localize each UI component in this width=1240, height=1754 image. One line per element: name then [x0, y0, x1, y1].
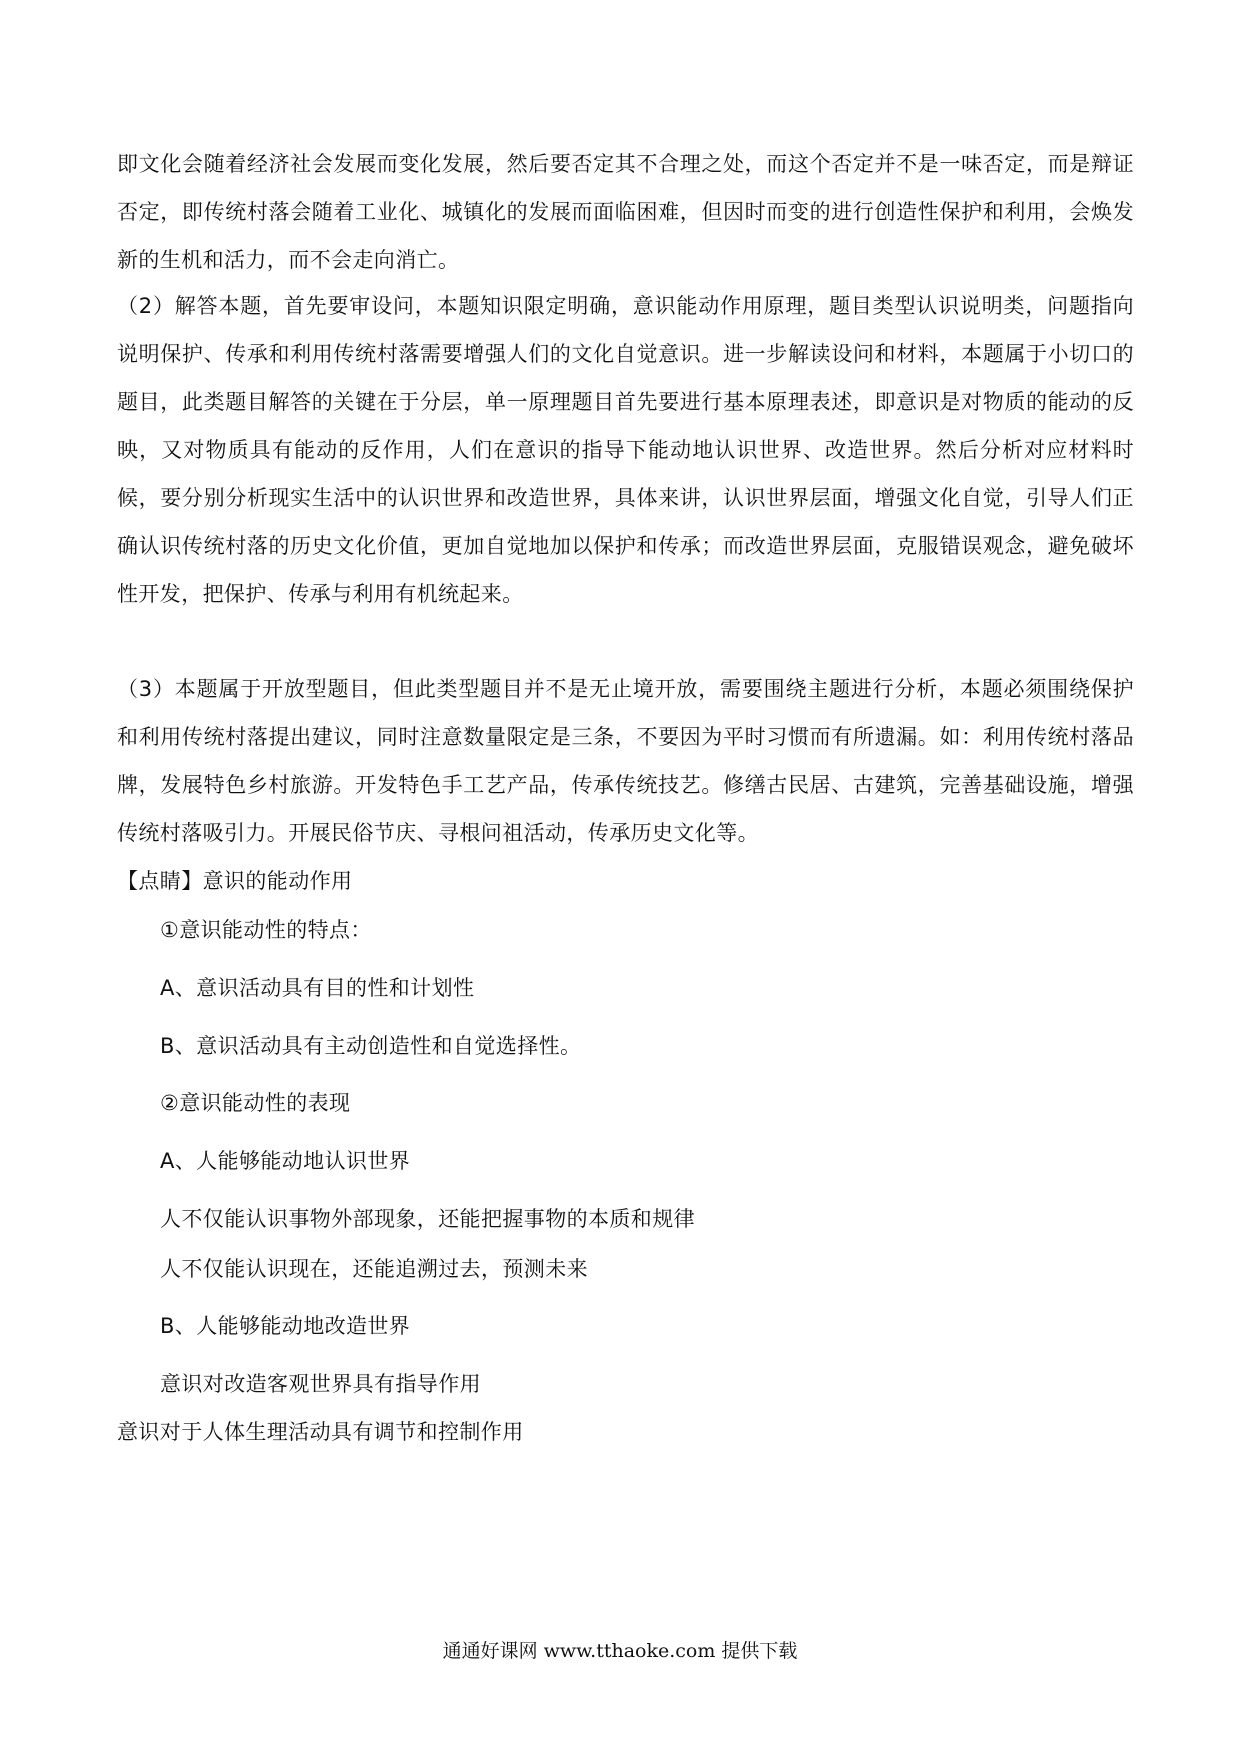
item-2a-2: 人不仅能认识现在，还能追溯过去，预测未来 [160, 1257, 588, 1281]
page-footer: 通通好课网 www.tthaoke.com 提供下载 [442, 1640, 798, 1662]
item-2a-1: 人不仅能认识事物外部现象，还能把握事物的本质和规律 [160, 1207, 695, 1231]
dianjing-heading: 【点睛】意识的能动作用 [117, 869, 353, 893]
item-2a: A、人能够能动地认识世界 [160, 1149, 411, 1173]
item-2b-1: 意识对改造客观世界具有指导作用 [160, 1372, 481, 1396]
item-2b: B、人能够能动地改造世界 [160, 1314, 411, 1338]
last-line: 意识对于人体生理活动具有调节和控制作用 [117, 1420, 524, 1444]
item-2-heading: ②意识能动性的表现 [160, 1091, 351, 1115]
item-1-heading: ①意识能动性的特点： [160, 918, 372, 942]
item-1b: B、意识活动具有主动创造性和自觉选择性。 [160, 1034, 582, 1058]
paragraph-3: （3）本题属于开放型题目，但此类型题目并不是无止境开放，需要围绕主题进行分析，本题必须围绕保护和利用传统村落提出建议，同时注意数量限定是三条，不要因为平时习惯而有所遗漏。如：利用传统村落品牌，发展特色乡村旅游。开发特色手工艺产品，传承传统技艺。修缮古民居、古建筑，完善基础设施，增强传统村落吸引力。开展民俗节庆、寻根问祖活动，传承历史文化等。 [117, 677, 1134, 845]
paragraph-2: （2）解答本题，首先要审设问，本题知识限定明确，意识能动作用原理，题目类型认识说明类，问题指向说明保护、传承和利用传统村落需要增强人们的文化自觉意识。进一步解读设问和材料，本题属于小切口的题目，此类题目解答的关键在于分层，单一原理题目首先要进行基本原理表述，即意识是对物质的能动的反映，又对物质具有能动的反作用，人们在意识的指导下能动地认识世界、改造世界。然后分析对应材料时候，要分别分析现实生活中的认识世界和改造世界，具体来讲，认识世界层面，增强文化自觉，引导人们正确认识传统村落的历史文化价值，更加自觉地加以保护和传承；而改造世界层面，克服错误观念，避免破坏性开发，把保护、传承与利用有机统起来。 [117, 294, 1134, 606]
paragraph-1: 即文化会随着经济社会发展而变化发展，然后要否定其不合理之处，而这个否定并不是一味否定，而是辩证否定，即传统村落会随着工业化、城镇化的发展而面临困难，但因时而变的进行创造性保护和利用，会焕发新的生机和活力，而不会走向消亡。 [117, 152, 1134, 272]
item-1a: A、意识活动具有目的性和计划性 [160, 976, 475, 1000]
